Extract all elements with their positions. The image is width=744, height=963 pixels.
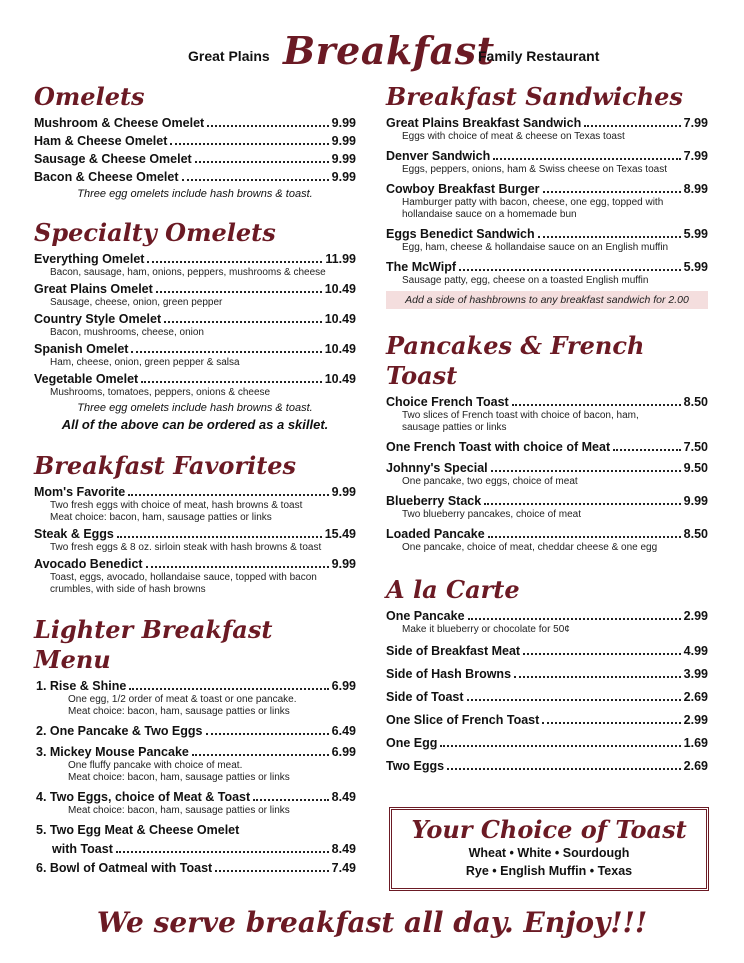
toast-title: Your Choice of Toast xyxy=(411,815,687,844)
item-name: Country Style Omelet xyxy=(34,312,162,326)
item-name: Everything Omelet xyxy=(34,252,145,266)
menu-item xyxy=(386,644,708,659)
item-price: 2.69 xyxy=(683,759,708,773)
item-price: 2.99 xyxy=(683,713,708,727)
menu-item xyxy=(34,282,356,309)
menu-item xyxy=(386,713,708,728)
item-price: 10.49 xyxy=(324,282,356,296)
item-price: 2.99 xyxy=(683,609,708,623)
item-price: 5.99 xyxy=(683,260,708,274)
item-desc: Sausage, cheese, onion, green pepper xyxy=(50,297,223,308)
item-price: 10.49 xyxy=(324,312,356,326)
item-name: One French Toast with choice of Meat xyxy=(386,440,611,454)
menu-item xyxy=(34,790,356,817)
item-price: 3.99 xyxy=(683,667,708,681)
item-price: 10.49 xyxy=(324,372,356,386)
item-price: 7.99 xyxy=(683,116,708,130)
alacarte-section xyxy=(386,575,708,774)
menu-item xyxy=(34,861,356,876)
menu-item xyxy=(386,116,708,143)
menu-item xyxy=(386,527,708,554)
item-desc: hollandaise sauce on a homemade bun xyxy=(402,209,577,220)
item-price: 4.99 xyxy=(683,644,708,658)
item-desc: Ham, cheese, onion, green pepper & salsa xyxy=(50,357,240,368)
item-price: 10.49 xyxy=(324,342,356,356)
item-price: 9.99 xyxy=(331,116,356,130)
section-title-omelets: Omelets xyxy=(34,82,145,111)
sandwiches-section xyxy=(386,82,708,309)
menu-item xyxy=(34,116,356,131)
item-name: Great Plains Omelet xyxy=(34,282,153,296)
section-title-pancakes: Pancakes & French Toast xyxy=(386,331,645,390)
menu-item xyxy=(386,667,708,682)
menu-item xyxy=(34,252,356,279)
item-desc: Two fresh eggs & 8 oz. sirloin steak with hash browns & toast xyxy=(50,542,322,553)
item-name: Avocado Benedict xyxy=(34,557,143,571)
item-desc: Bacon, mushrooms, cheese, onion xyxy=(50,327,204,338)
item-name: 4. Two Eggs, choice of Meat & Toast xyxy=(36,790,251,804)
item-name: Mom's Favorite xyxy=(34,485,126,499)
item-desc: One fluffy pancake with choice of meat. xyxy=(68,760,243,771)
item-name: Eggs Benedict Sandwich xyxy=(386,227,535,241)
menu-item xyxy=(34,134,356,149)
item-name: Bacon & Cheese Omelet xyxy=(34,170,179,184)
menu-item xyxy=(34,342,356,369)
item-desc: Hamburger patty with bacon, cheese, one egg, topped with xyxy=(402,197,664,208)
item-desc: Make it blueberry or chocolate for 50¢ xyxy=(402,624,570,635)
pancakes-section xyxy=(386,331,708,554)
item-name: Great Plains Breakfast Sandwich xyxy=(386,116,582,130)
item-price: 9.99 xyxy=(331,152,356,166)
item-price: 8.50 xyxy=(683,527,708,541)
favorites-section xyxy=(34,451,356,596)
item-name: Spanish Omelet xyxy=(34,342,129,356)
hashbrowns-note: Add a side of hashbrowns to any breakfast sandwich for 2.00 xyxy=(386,291,708,309)
item-desc: One pancake, two eggs, choice of meat xyxy=(402,476,578,487)
item-name: Denver Sandwich xyxy=(386,149,491,163)
item-price: 1.69 xyxy=(683,736,708,750)
menu-item xyxy=(386,736,708,751)
specialty-omelets-section xyxy=(34,218,356,432)
item-desc: One pancake, choice of meat, cheddar cheese & one egg xyxy=(402,542,658,553)
menu-item xyxy=(386,494,708,521)
item-name: Steak & Eggs xyxy=(34,527,114,541)
header-left-text: Great Plains xyxy=(188,48,270,64)
item-name: The McWipf xyxy=(386,260,457,274)
item-desc: Meat choice: bacon, ham, sausage patties or links xyxy=(68,805,290,816)
item-name: Cowboy Breakfast Burger xyxy=(386,182,540,196)
menu-item xyxy=(34,312,356,339)
item-price: 11.99 xyxy=(325,252,356,266)
menu-item xyxy=(34,485,356,524)
menu-item xyxy=(386,182,708,221)
item-name: Side of Breakfast Meat xyxy=(386,644,521,658)
item-name: 3. Mickey Mouse Pancake xyxy=(36,745,189,759)
item-price: 2.69 xyxy=(683,690,708,704)
item-name: Mushroom & Cheese Omelet xyxy=(34,116,205,130)
header-right-text: Family Restaurant xyxy=(478,48,600,64)
menu-item xyxy=(386,260,708,287)
item-desc: Meat choice: bacon, ham, sausage patties or links xyxy=(68,772,290,783)
item-name: Side of Toast xyxy=(386,690,464,704)
menu-item xyxy=(386,609,708,636)
left-column xyxy=(34,82,356,879)
omelets-section xyxy=(34,82,356,200)
item-desc: Two fresh eggs with choice of meat, hash browns & toast xyxy=(50,500,303,511)
item-desc: sausage patties or links xyxy=(402,422,507,433)
specialty-note: Three egg omelets include hash browns & toast. xyxy=(77,402,313,414)
item-price: 8.49 xyxy=(331,842,356,856)
item-name: Side of Hash Browns xyxy=(386,667,512,681)
footer-tagline: We serve breakfast all day. Enjoy!!! xyxy=(96,906,648,939)
menu-item xyxy=(386,690,708,705)
item-price: 8.99 xyxy=(683,182,708,196)
item-name: One Pancake xyxy=(386,609,465,623)
menu-item xyxy=(386,759,708,774)
menu-item xyxy=(386,461,708,488)
menu-item xyxy=(34,527,356,554)
item-name: One Egg xyxy=(386,736,438,750)
item-price: 7.50 xyxy=(683,440,708,454)
item-price: 9.99 xyxy=(331,134,356,148)
item-price: 9.50 xyxy=(683,461,708,475)
section-title-sandwiches: Breakfast Sandwiches xyxy=(386,82,683,111)
item-desc: Eggs, peppers, onions, ham & Swiss cheese on Texas toast xyxy=(402,164,667,175)
item-desc: Two blueberry pancakes, choice of meat xyxy=(402,509,581,520)
item-price: 9.99 xyxy=(331,485,356,499)
menu-item xyxy=(34,152,356,167)
item-price: 8.49 xyxy=(331,790,356,804)
item-price: 9.99 xyxy=(331,170,356,184)
item-name: 1. Rise & Shine xyxy=(36,679,127,693)
item-price: 7.99 xyxy=(683,149,708,163)
item-name-cont: with Toast xyxy=(52,842,113,856)
item-price: 6.99 xyxy=(331,745,356,759)
lighter-section xyxy=(34,615,356,876)
section-title-favorites: Breakfast Favorites xyxy=(34,451,297,480)
item-desc: Meat choice: bacon, ham, sausage patties or links xyxy=(68,706,290,717)
item-desc: Two slices of French toast with choice of bacon, ham, xyxy=(402,410,639,421)
item-desc: Toast, eggs, avocado, hollandaise sauce, topped with bacon xyxy=(50,572,317,583)
item-desc: Egg, ham, cheese & hollandaise sauce on an English muffin xyxy=(402,242,669,253)
item-name: One Slice of French Toast xyxy=(386,713,540,727)
menu-item xyxy=(34,170,356,185)
omelets-note: Three egg omelets include hash browns & toast. xyxy=(77,188,313,200)
item-name: Two Eggs xyxy=(386,759,445,773)
item-price: 9.99 xyxy=(683,494,708,508)
item-name: Vegetable Omelet xyxy=(34,372,139,386)
item-desc: Meat choice: bacon, ham, sausage patties or links xyxy=(50,512,272,523)
item-desc: Sausage patty, egg, cheese on a toasted English muffin xyxy=(402,275,649,286)
item-price: 6.49 xyxy=(331,724,356,738)
item-price: 15.49 xyxy=(324,527,356,541)
item-desc: Eggs with choice of meat & cheese on Texas toast xyxy=(402,131,625,142)
item-name: 2. One Pancake & Two Eggs xyxy=(36,724,203,738)
item-desc: Mushrooms, tomatoes, peppers, onions & cheese xyxy=(50,387,271,398)
item-price: 9.99 xyxy=(331,557,356,571)
toast-options-line-1: Wheat • White • Sourdough xyxy=(468,846,630,860)
menu-item xyxy=(34,823,356,857)
toast-options-line-2: Rye • English Muffin • Texas xyxy=(465,864,633,878)
menu-item xyxy=(386,440,708,455)
item-price: 5.99 xyxy=(683,227,708,241)
item-name: Choice French Toast xyxy=(386,395,509,409)
menu-item xyxy=(386,227,708,254)
item-name: 5. Two Egg Meat & Cheese Omelet xyxy=(36,823,240,837)
header-title: Breakfast xyxy=(283,28,495,73)
item-price: 6.99 xyxy=(331,679,356,693)
menu-header xyxy=(0,28,744,78)
section-title-alacarte: A la Carte xyxy=(386,575,520,604)
item-price: 8.50 xyxy=(683,395,708,409)
menu-item xyxy=(34,557,356,596)
menu-item xyxy=(386,395,708,434)
item-name: Ham & Cheese Omelet xyxy=(34,134,168,148)
right-column xyxy=(386,82,708,777)
menu-item xyxy=(34,679,356,718)
item-name: 6. Bowl of Oatmeal with Toast xyxy=(36,861,213,875)
section-title-lighter: Lighter Breakfast Menu xyxy=(34,615,273,674)
item-desc: One egg, 1/2 order of meat & toast or one pancake. xyxy=(68,694,297,705)
item-name: Loaded Pancake xyxy=(386,527,485,541)
section-title-specialty: Specialty Omelets xyxy=(34,218,276,247)
menu-item xyxy=(386,149,708,176)
menu-item xyxy=(34,372,356,399)
item-desc: Bacon, sausage, ham, onions, peppers, mushrooms & cheese xyxy=(50,267,326,278)
item-name: Blueberry Stack xyxy=(386,494,482,508)
menu-item xyxy=(34,745,356,784)
skillet-note: All of the above can be ordered as a skillet. xyxy=(61,417,329,432)
toast-choice-box xyxy=(389,807,709,891)
item-name: Sausage & Cheese Omelet xyxy=(34,152,192,166)
item-name: Johnny's Special xyxy=(386,461,488,475)
item-desc: crumbles, with side of hash browns xyxy=(50,584,206,595)
item-price: 7.49 xyxy=(331,861,356,875)
menu-item xyxy=(34,724,356,739)
